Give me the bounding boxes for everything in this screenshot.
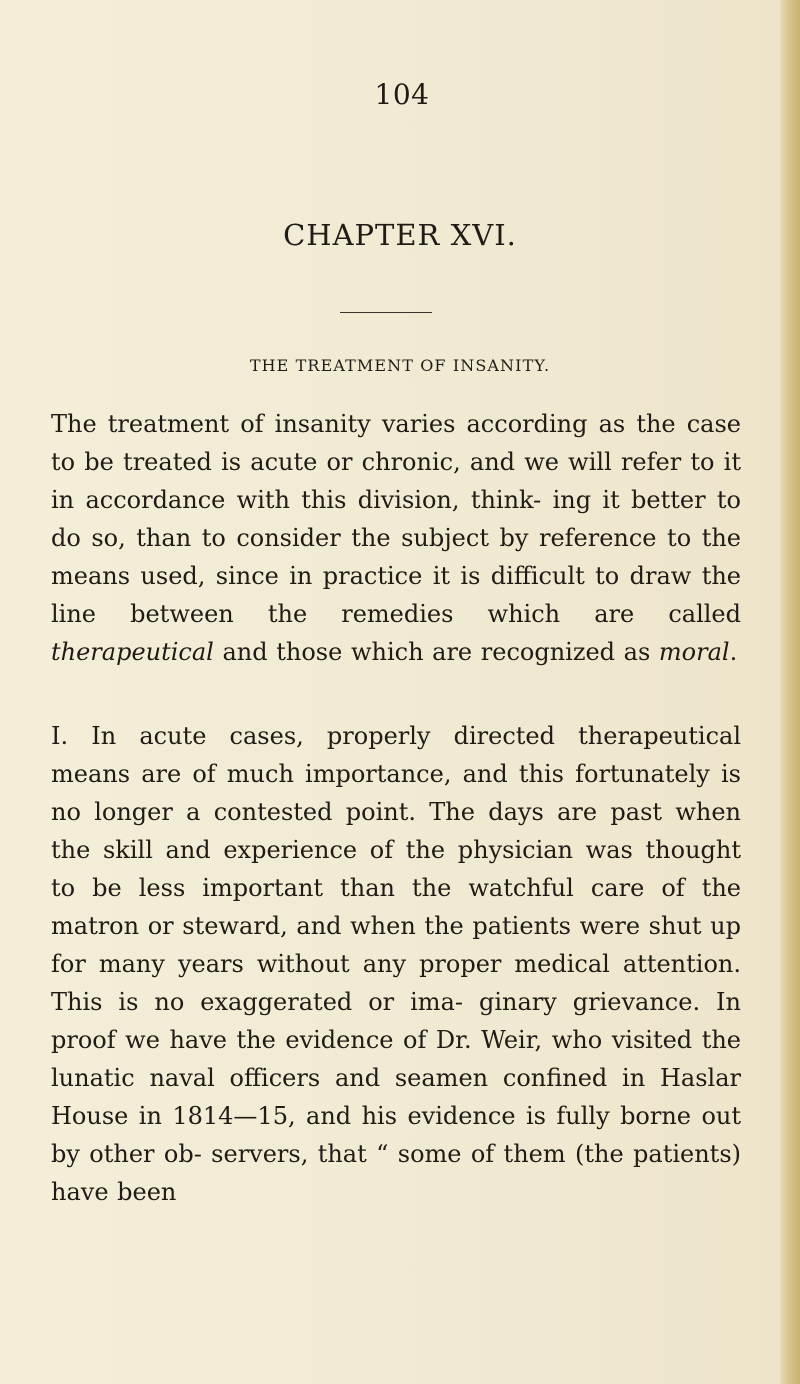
paragraph-1-text-a: The treatment of insanity varies according as the case to be treated is acute or chronic, and we will refer to it in accordance with this division, think- ing it better to do so, than to consider the subject by reference to the means used, since in practice it is difficult to draw the line between the remedies which are called bbox=[51, 410, 741, 628]
paragraph-2: I. In acute cases, properly directed therapeutical means are of much importance, and this fortunately is no longer a contested point. The days are past when the skill and experience of the physician was thought to be less important than the watchful care of the matron or steward, and when the patients were shut up for many years without any proper medical attention. This is no exaggerated or ima- ginary grievance. In proof we have the evidence of Dr. Weir, who visited the lunatic naval officers and seamen confined in Haslar House in 1814—15, and his evidence is fully borne out by other ob- servers, that “ some of them (the patients) have been bbox=[51, 722, 741, 1206]
paragraph-1 bbox=[51, 405, 741, 671]
chapter-title: CHAPTER XVI. bbox=[283, 218, 517, 252]
title-rule bbox=[340, 312, 432, 313]
page-number: 104 bbox=[374, 78, 430, 111]
paragraph-1-text-b: and those which are recognized as bbox=[213, 638, 659, 666]
page-edge-shadow bbox=[780, 0, 800, 1384]
section-heading: THE TREATMENT OF INSANITY. bbox=[249, 356, 551, 375]
paragraph-1-text-c: . bbox=[729, 638, 738, 666]
moral-word: moral bbox=[658, 638, 730, 666]
therapeutical-word: therapeutical bbox=[51, 638, 214, 666]
